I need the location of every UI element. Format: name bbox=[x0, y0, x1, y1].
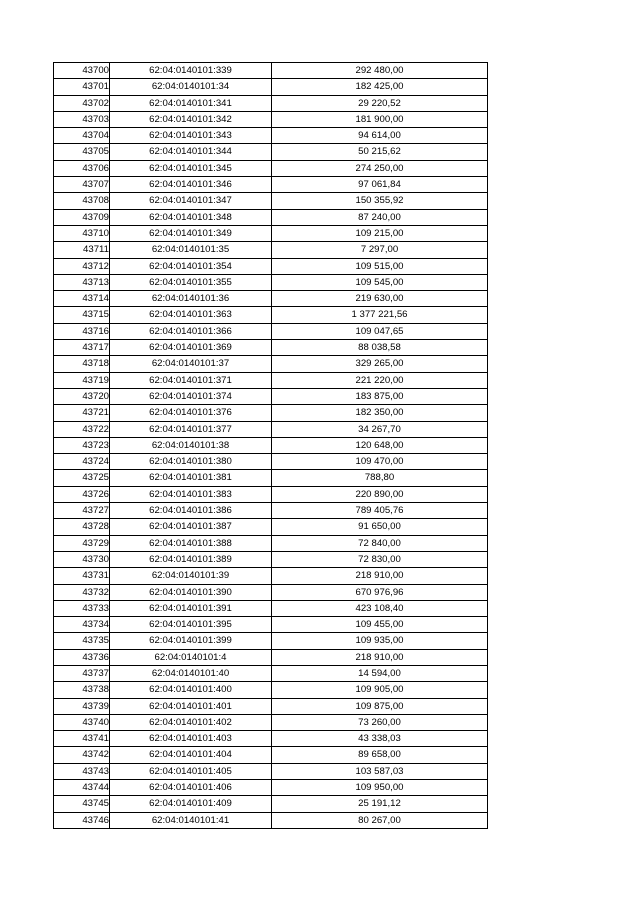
row-number-cell: 43715 bbox=[54, 307, 110, 323]
cadastral-value-cell: 109 470,00 bbox=[272, 454, 488, 470]
cadastral-value-cell: 97 061,84 bbox=[272, 177, 488, 193]
cadastral-value-cell: 423 108,40 bbox=[272, 600, 488, 616]
cadastral-number-cell: 62:04:0140101:403 bbox=[110, 731, 272, 747]
row-number-cell: 43700 bbox=[54, 63, 110, 79]
row-number-cell: 43744 bbox=[54, 780, 110, 796]
row-number-cell: 43705 bbox=[54, 144, 110, 160]
cadastral-value-cell: 72 840,00 bbox=[272, 535, 488, 551]
cadastral-number-cell: 62:04:0140101:349 bbox=[110, 225, 272, 241]
row-number-cell: 43743 bbox=[54, 763, 110, 779]
row-number-cell: 43729 bbox=[54, 535, 110, 551]
cadastral-number-cell: 62:04:0140101:4 bbox=[110, 649, 272, 665]
table-row bbox=[54, 128, 488, 144]
row-number-cell: 43702 bbox=[54, 95, 110, 111]
table-row bbox=[54, 209, 488, 225]
row-number-cell: 43701 bbox=[54, 79, 110, 95]
table-row bbox=[54, 372, 488, 388]
table-row bbox=[54, 600, 488, 616]
cadastral-value-cell: 94 614,00 bbox=[272, 128, 488, 144]
table-row bbox=[54, 470, 488, 486]
cadastral-number-cell: 62:04:0140101:395 bbox=[110, 617, 272, 633]
row-number-cell: 43712 bbox=[54, 258, 110, 274]
cadastral-number-cell: 62:04:0140101:344 bbox=[110, 144, 272, 160]
cadastral-value-cell: 218 910,00 bbox=[272, 568, 488, 584]
row-number-cell: 43714 bbox=[54, 291, 110, 307]
table-row bbox=[54, 111, 488, 127]
cadastral-number-cell: 62:04:0140101:371 bbox=[110, 372, 272, 388]
table-row bbox=[54, 160, 488, 176]
cadastral-value-cell: 329 265,00 bbox=[272, 356, 488, 372]
cadastral-number-cell: 62:04:0140101:383 bbox=[110, 486, 272, 502]
cadastral-value-cell: 109 515,00 bbox=[272, 258, 488, 274]
cadastral-number-cell: 62:04:0140101:387 bbox=[110, 519, 272, 535]
cadastral-number-cell: 62:04:0140101:388 bbox=[110, 535, 272, 551]
cadastral-number-cell: 62:04:0140101:404 bbox=[110, 747, 272, 763]
cadastral-number-cell: 62:04:0140101:341 bbox=[110, 95, 272, 111]
row-number-cell: 43741 bbox=[54, 731, 110, 747]
cadastral-value-cell: 91 650,00 bbox=[272, 519, 488, 535]
table-row bbox=[54, 258, 488, 274]
row-number-cell: 43746 bbox=[54, 812, 110, 828]
cadastral-value-cell: 218 910,00 bbox=[272, 649, 488, 665]
row-number-cell: 43732 bbox=[54, 584, 110, 600]
table-row bbox=[54, 633, 488, 649]
cadastral-number-cell: 62:04:0140101:381 bbox=[110, 470, 272, 486]
row-number-cell: 43723 bbox=[54, 437, 110, 453]
table-row bbox=[54, 193, 488, 209]
cadastral-value-cell: 25 191,12 bbox=[272, 796, 488, 812]
cadastral-value-cell: 219 630,00 bbox=[272, 291, 488, 307]
cadastral-value-cell: 109 455,00 bbox=[272, 617, 488, 633]
cadastral-value-cell: 103 587,03 bbox=[272, 763, 488, 779]
table-row bbox=[54, 454, 488, 470]
cadastral-number-cell: 62:04:0140101:399 bbox=[110, 633, 272, 649]
cadastral-number-cell: 62:04:0140101:377 bbox=[110, 421, 272, 437]
table-row bbox=[54, 796, 488, 812]
registry-sheet bbox=[53, 62, 487, 829]
cadastral-value-cell: 7 297,00 bbox=[272, 242, 488, 258]
cadastral-value-cell: 292 480,00 bbox=[272, 63, 488, 79]
cadastral-value-cell: 120 648,00 bbox=[272, 437, 488, 453]
table-row bbox=[54, 242, 488, 258]
row-number-cell: 43728 bbox=[54, 519, 110, 535]
row-number-cell: 43734 bbox=[54, 617, 110, 633]
row-number-cell: 43703 bbox=[54, 111, 110, 127]
table-row bbox=[54, 274, 488, 290]
cadastral-number-cell: 62:04:0140101:41 bbox=[110, 812, 272, 828]
cadastral-number-cell: 62:04:0140101:342 bbox=[110, 111, 272, 127]
row-number-cell: 43713 bbox=[54, 274, 110, 290]
row-number-cell: 43740 bbox=[54, 714, 110, 730]
row-number-cell: 43704 bbox=[54, 128, 110, 144]
table-row bbox=[54, 144, 488, 160]
table-row bbox=[54, 584, 488, 600]
cadastral-value-cell: 34 267,70 bbox=[272, 421, 488, 437]
cadastral-value-cell: 150 355,92 bbox=[272, 193, 488, 209]
cadastral-value-cell: 182 425,00 bbox=[272, 79, 488, 95]
table-row bbox=[54, 421, 488, 437]
table-row bbox=[54, 503, 488, 519]
cadastral-value-cell: 221 220,00 bbox=[272, 372, 488, 388]
cadastral-value-cell: 183 875,00 bbox=[272, 388, 488, 404]
cadastral-value-cell: 109 215,00 bbox=[272, 225, 488, 241]
table-row bbox=[54, 551, 488, 567]
cadastral-number-cell: 62:04:0140101:37 bbox=[110, 356, 272, 372]
cadastral-value-cell: 109 047,65 bbox=[272, 323, 488, 339]
cadastral-value-cell: 789 405,76 bbox=[272, 503, 488, 519]
table-row bbox=[54, 225, 488, 241]
cadastral-number-cell: 62:04:0140101:38 bbox=[110, 437, 272, 453]
table-row bbox=[54, 340, 488, 356]
cadastral-value-cell: 80 267,00 bbox=[272, 812, 488, 828]
cadastral-value-cell: 109 950,00 bbox=[272, 780, 488, 796]
cadastral-number-cell: 62:04:0140101:405 bbox=[110, 763, 272, 779]
row-number-cell: 43720 bbox=[54, 388, 110, 404]
cadastral-value-cell: 109 875,00 bbox=[272, 698, 488, 714]
table-row bbox=[54, 519, 488, 535]
row-number-cell: 43717 bbox=[54, 340, 110, 356]
table-row bbox=[54, 698, 488, 714]
table-row bbox=[54, 812, 488, 828]
cadastral-number-cell: 62:04:0140101:35 bbox=[110, 242, 272, 258]
row-number-cell: 43737 bbox=[54, 665, 110, 681]
row-number-cell: 43736 bbox=[54, 649, 110, 665]
row-number-cell: 43739 bbox=[54, 698, 110, 714]
cadastral-number-cell: 62:04:0140101:401 bbox=[110, 698, 272, 714]
table-row bbox=[54, 405, 488, 421]
cadastral-number-cell: 62:04:0140101:339 bbox=[110, 63, 272, 79]
row-number-cell: 43742 bbox=[54, 747, 110, 763]
table-row bbox=[54, 568, 488, 584]
cadastral-value-cell: 788,80 bbox=[272, 470, 488, 486]
cadastral-value-cell: 89 658,00 bbox=[272, 747, 488, 763]
cadastral-number-cell: 62:04:0140101:402 bbox=[110, 714, 272, 730]
cadastral-value-cell: 72 830,00 bbox=[272, 551, 488, 567]
cadastral-number-cell: 62:04:0140101:380 bbox=[110, 454, 272, 470]
cadastral-number-cell: 62:04:0140101:346 bbox=[110, 177, 272, 193]
row-number-cell: 43708 bbox=[54, 193, 110, 209]
row-number-cell: 43718 bbox=[54, 356, 110, 372]
row-number-cell: 43716 bbox=[54, 323, 110, 339]
row-number-cell: 43731 bbox=[54, 568, 110, 584]
row-number-cell: 43725 bbox=[54, 470, 110, 486]
cadastral-value-cell: 182 350,00 bbox=[272, 405, 488, 421]
row-number-cell: 43735 bbox=[54, 633, 110, 649]
cadastral-value-cell: 88 038,58 bbox=[272, 340, 488, 356]
cadastral-number-cell: 62:04:0140101:390 bbox=[110, 584, 272, 600]
cadastral-value-cell: 43 338,03 bbox=[272, 731, 488, 747]
row-number-cell: 43722 bbox=[54, 421, 110, 437]
cadastral-value-cell: 29 220,52 bbox=[272, 95, 488, 111]
table-row bbox=[54, 731, 488, 747]
cadastral-value-cell: 109 935,00 bbox=[272, 633, 488, 649]
row-number-cell: 43733 bbox=[54, 600, 110, 616]
cadastral-value-cell: 109 545,00 bbox=[272, 274, 488, 290]
cadastral-number-cell: 62:04:0140101:39 bbox=[110, 568, 272, 584]
table-row bbox=[54, 649, 488, 665]
cadastral-number-cell: 62:04:0140101:386 bbox=[110, 503, 272, 519]
cadastral-value-cell: 274 250,00 bbox=[272, 160, 488, 176]
table-row bbox=[54, 95, 488, 111]
cadastral-number-cell: 62:04:0140101:34 bbox=[110, 79, 272, 95]
row-number-cell: 43707 bbox=[54, 177, 110, 193]
cadastral-value-cell: 181 900,00 bbox=[272, 111, 488, 127]
cadastral-value-cell: 87 240,00 bbox=[272, 209, 488, 225]
row-number-cell: 43726 bbox=[54, 486, 110, 502]
cadastral-value-cell: 50 215,62 bbox=[272, 144, 488, 160]
table-row bbox=[54, 63, 488, 79]
row-number-cell: 43706 bbox=[54, 160, 110, 176]
row-number-cell: 43710 bbox=[54, 225, 110, 241]
table-row bbox=[54, 177, 488, 193]
row-number-cell: 43719 bbox=[54, 372, 110, 388]
cadastral-number-cell: 62:04:0140101:376 bbox=[110, 405, 272, 421]
table-row bbox=[54, 79, 488, 95]
table-row bbox=[54, 617, 488, 633]
cadastral-value-cell: 670 976,96 bbox=[272, 584, 488, 600]
table-row bbox=[54, 486, 488, 502]
row-number-cell: 43724 bbox=[54, 454, 110, 470]
row-number-cell: 43721 bbox=[54, 405, 110, 421]
cadastral-number-cell: 62:04:0140101:355 bbox=[110, 274, 272, 290]
cadastral-value-cell: 1 377 221,56 bbox=[272, 307, 488, 323]
table-row bbox=[54, 356, 488, 372]
cadastral-value-cell: 220 890,00 bbox=[272, 486, 488, 502]
table-row bbox=[54, 535, 488, 551]
cadastral-number-cell: 62:04:0140101:36 bbox=[110, 291, 272, 307]
row-number-cell: 43711 bbox=[54, 242, 110, 258]
table-row bbox=[54, 763, 488, 779]
table-row bbox=[54, 291, 488, 307]
table-row bbox=[54, 747, 488, 763]
cadastral-number-cell: 62:04:0140101:391 bbox=[110, 600, 272, 616]
cadastral-number-cell: 62:04:0140101:409 bbox=[110, 796, 272, 812]
table-row bbox=[54, 388, 488, 404]
cadastral-number-cell: 62:04:0140101:369 bbox=[110, 340, 272, 356]
row-number-cell: 43738 bbox=[54, 682, 110, 698]
cadastral-number-cell: 62:04:0140101:348 bbox=[110, 209, 272, 225]
cadastral-number-cell: 62:04:0140101:347 bbox=[110, 193, 272, 209]
table-row bbox=[54, 437, 488, 453]
cadastral-number-cell: 62:04:0140101:354 bbox=[110, 258, 272, 274]
table-row bbox=[54, 682, 488, 698]
cadastral-number-cell: 62:04:0140101:363 bbox=[110, 307, 272, 323]
table-row bbox=[54, 780, 488, 796]
cadastral-number-cell: 62:04:0140101:374 bbox=[110, 388, 272, 404]
cadastral-value-cell: 73 260,00 bbox=[272, 714, 488, 730]
table-row bbox=[54, 665, 488, 681]
table-body bbox=[54, 63, 488, 829]
cadastral-number-cell: 62:04:0140101:406 bbox=[110, 780, 272, 796]
cadastral-number-cell: 62:04:0140101:40 bbox=[110, 665, 272, 681]
cadastral-number-cell: 62:04:0140101:345 bbox=[110, 160, 272, 176]
row-number-cell: 43745 bbox=[54, 796, 110, 812]
cadastral-number-cell: 62:04:0140101:366 bbox=[110, 323, 272, 339]
cadastral-value-cell: 14 594,00 bbox=[272, 665, 488, 681]
table-row bbox=[54, 714, 488, 730]
cadastral-number-cell: 62:04:0140101:400 bbox=[110, 682, 272, 698]
row-number-cell: 43709 bbox=[54, 209, 110, 225]
table-row bbox=[54, 323, 488, 339]
table-row bbox=[54, 307, 488, 323]
row-number-cell: 43730 bbox=[54, 551, 110, 567]
cadastral-value-cell: 109 905,00 bbox=[272, 682, 488, 698]
cadastral-number-cell: 62:04:0140101:343 bbox=[110, 128, 272, 144]
cadastral-number-cell: 62:04:0140101:389 bbox=[110, 551, 272, 567]
cadastral-value-table bbox=[53, 62, 488, 829]
row-number-cell: 43727 bbox=[54, 503, 110, 519]
